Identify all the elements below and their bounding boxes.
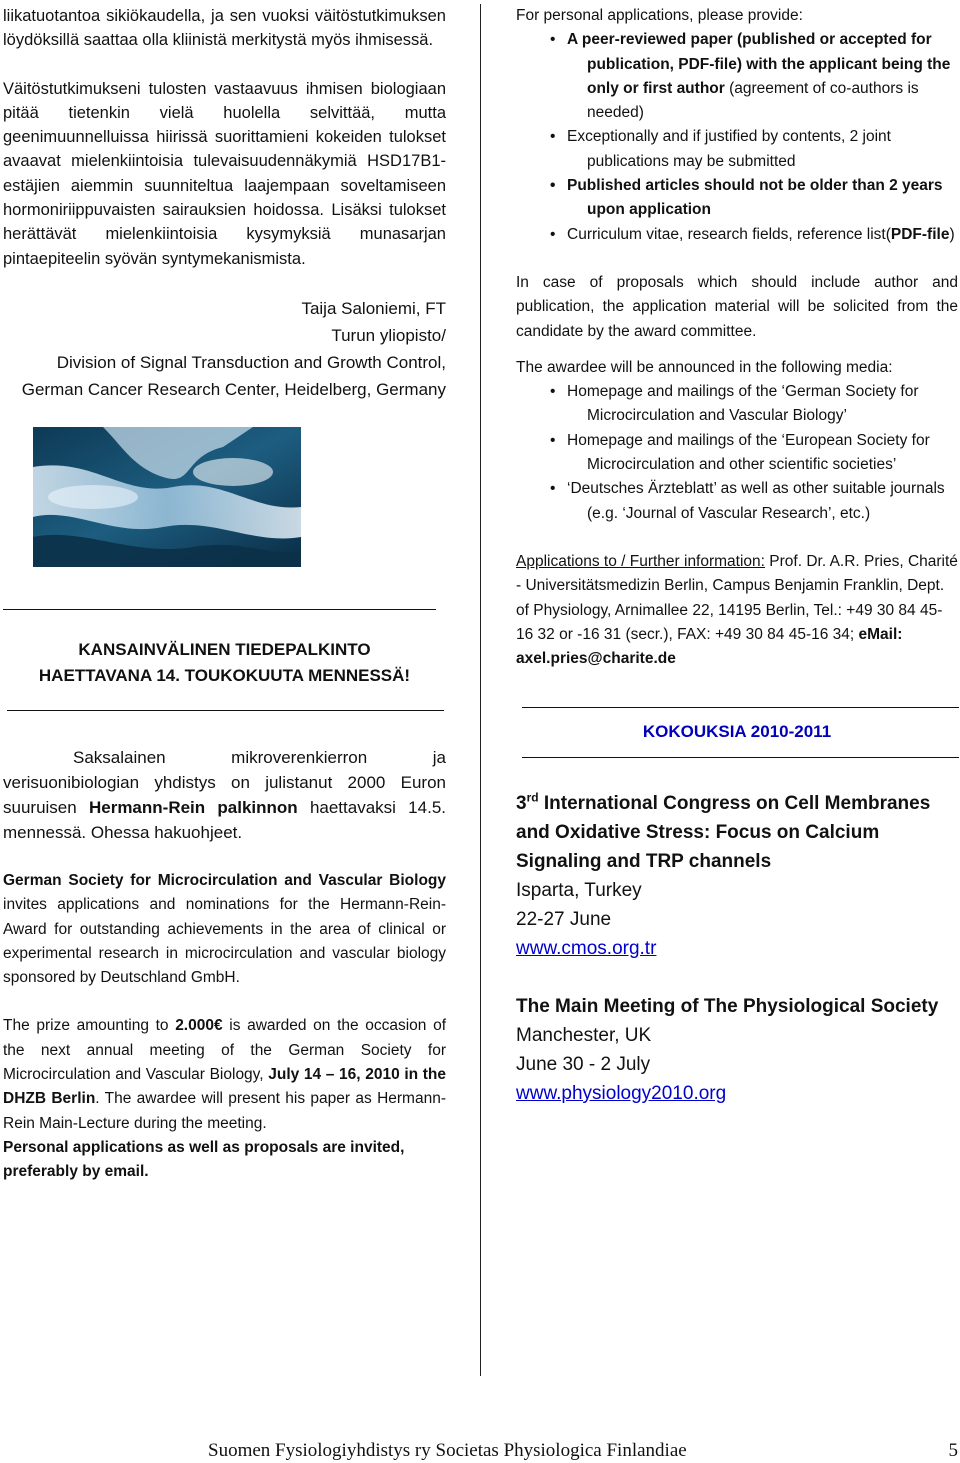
paragraph-1: liikatuotantoa sikiökaudella, ja sen vuoksi väitöstutkimuksen löydöksillä saattaa olla kliinistä merkitystä myös ihmisessä.	[3, 7, 446, 50]
society-paragraph	[3, 869, 446, 990]
society-name: German Society for Microcirculation and Vascular Biology	[3, 871, 446, 889]
req1-rest: (agreement of co-authors is needed)	[587, 79, 919, 122]
page-footer	[208, 1440, 958, 1462]
conference-2-date: June 30 - 2 July	[516, 1054, 651, 1076]
conf1-ordinal: 3	[516, 793, 527, 815]
prize-amount: 2.000€	[175, 1017, 223, 1035]
conf1-title-text: International Congress on Cell Membranes and Oxidative Stress: Focus on Calcium Signaling and TRP channels	[516, 793, 931, 873]
provide-heading: For personal applications, please provide:	[516, 7, 803, 24]
list-item	[516, 223, 958, 247]
conference-2-place: Manchester, UK	[516, 1025, 652, 1047]
intro-text-b: haettavaksi 14.5. mennessä. Ohessa hakuohjeet.	[3, 797, 446, 842]
waterfall-photo	[33, 427, 301, 567]
proposals-paragraph: In case of proposals which should include author and publication, the application material will be solicited from the candidate by the award committee.	[516, 273, 958, 340]
signature-name: Taija Saloniemi, FT	[301, 298, 446, 318]
conference-1-link[interactable]: www.cmos.org.tr	[516, 938, 657, 960]
award-heading	[3, 637, 446, 689]
conf1-ordinal-suffix: rd	[526, 790, 539, 805]
contact-paragraph	[516, 550, 958, 671]
footer-text: Suomen Fysiologiyhdistys ry Societas Physiologica Finlandiae	[208, 1440, 687, 1461]
society-text: invites applications and nominations for the Hermann-Rein-Award for outstanding achievements in the area of clinical or experimental research in microcirculation and vascular biology sponsored by Deutschland GmbH.	[3, 896, 446, 987]
list-item: • Published articles should not be older than 2 years upon application	[516, 174, 958, 223]
email-address[interactable]: axel.pries@charite.de	[516, 650, 676, 668]
rule-2	[7, 710, 444, 711]
award-heading-line1: KANSAINVÄLINEN TIEDEPALKINTO	[78, 639, 371, 659]
page-number: 5	[948, 1440, 958, 1461]
signature	[3, 295, 446, 403]
requirements-list	[516, 28, 958, 247]
conference-2-title: The Main Meeting of The Physiological Society	[516, 996, 939, 1018]
conference-1	[516, 784, 958, 963]
prize-date: July 14 – 16, 2010 in the DHZB Berlin	[3, 1066, 446, 1108]
announce-paragraph: The awardee will be announced in the following media:	[516, 358, 893, 376]
rule-3	[522, 707, 959, 708]
conference-2-link[interactable]: www.physiology2010.org	[516, 1083, 727, 1105]
conference-1-place: Isparta, Turkey	[516, 880, 642, 902]
prize-text-c: . The awardee will present his paper as Hermann-Rein Main-Lecture during the meeting.	[3, 1090, 446, 1132]
req4-a: Curriculum vitae, research fields, reference list(	[567, 225, 891, 243]
req4-b: )	[949, 225, 955, 243]
prize-paragraph	[3, 1014, 446, 1135]
intro-award-name: Hermann-Rein palkinnon	[88, 797, 298, 817]
rule-4	[522, 757, 959, 758]
meetings-heading: KOKOUKSIA 2010-2011	[642, 722, 832, 742]
req4-bold: PDF-file	[890, 225, 950, 243]
signature-org2: Division of Signal Transduction and Growth Control, German Cancer Research Center, Heidelberg, Germany	[21, 352, 446, 399]
award-intro	[3, 745, 446, 845]
right-column	[516, 4, 958, 1108]
waterfall-image	[33, 427, 301, 567]
conference-1-date: 22-27 June	[516, 909, 612, 931]
prize-text-a: The prize amounting to	[3, 1017, 176, 1035]
personal-applications: Personal applications as well as proposals are invited, preferably by email.	[3, 1138, 405, 1181]
contact-text: Prof. Dr. A.R. Pries, Charité - Universitätsmedizin Berlin, Campus Benjamin Franklin, Dept. of Physiology, Arnimallee 22, 14195 Berlin, Tel.: +49 30 84 45-16 32 or -16 31 (secr.), FAX: +49 30 84 45-16 34;	[516, 552, 958, 643]
signature-org1: Turun yliopisto/	[331, 325, 446, 345]
list-item	[516, 28, 958, 125]
list-item: • ‘Deutsches Ärzteblatt’ as well as other suitable journals (e.g. ‘Journal of Vascular Research’, etc.)	[516, 477, 958, 526]
conference-2	[516, 992, 958, 1108]
award-heading-line2: HAETTAVANA 14. TOUKOKUUTA MENNESSÄ!	[38, 665, 411, 685]
media-list	[516, 380, 958, 526]
contact-label: Applications to / Further information:	[516, 552, 765, 570]
paragraph-2: Väitöstutkimukseni tulosten vastaavuus ihmisen biologiaan pitää tietenkin vielä huolella selvittää, mutta geenimuunnelluissa hiirissä suorittamieni kokeiden tulokset avaavat mielenkiintoisia tulevaisuudennäkymiä HSD17B1-estäjien aiemmin suunniteltua laajempaan soveltamiseen hormoniriippuvaisten sairauksien hoidossa. Lisäksi tulokset herättävät mielenkiintoisia kysymyksiä munasarjan pintaepiteelin syövän syntymekanismista.	[3, 79, 446, 268]
column-divider	[480, 4, 481, 1376]
conference-1-title	[516, 784, 958, 876]
rule-1	[3, 609, 436, 610]
list-item: • Homepage and mailings of the ‘European Society for Microcirculation and other scientific societies’	[516, 429, 958, 478]
list-item: • Exceptionally and if justified by contents, 2 joint publications may be submitted	[516, 125, 958, 174]
prize-text-b: is awarded on the occasion of the next annual meeting of the German Society for Microcirculation and Vascular Biology,	[3, 1017, 446, 1084]
req1-bold: A peer-reviewed paper (published or accepted for publication, PDF-file) with the applicant being the only or first author	[567, 31, 951, 97]
list-item: • Homepage and mailings of the ‘German Society for Microcirculation and Vascular Biology’	[516, 380, 958, 429]
intro-text-a: Saksalainen mikroverenkierron ja verisuonibiologian yhdistys on julistanut 2000 Euron suuruisen	[3, 747, 446, 817]
email-label: eMail:	[858, 625, 903, 643]
left-column	[3, 4, 446, 1185]
